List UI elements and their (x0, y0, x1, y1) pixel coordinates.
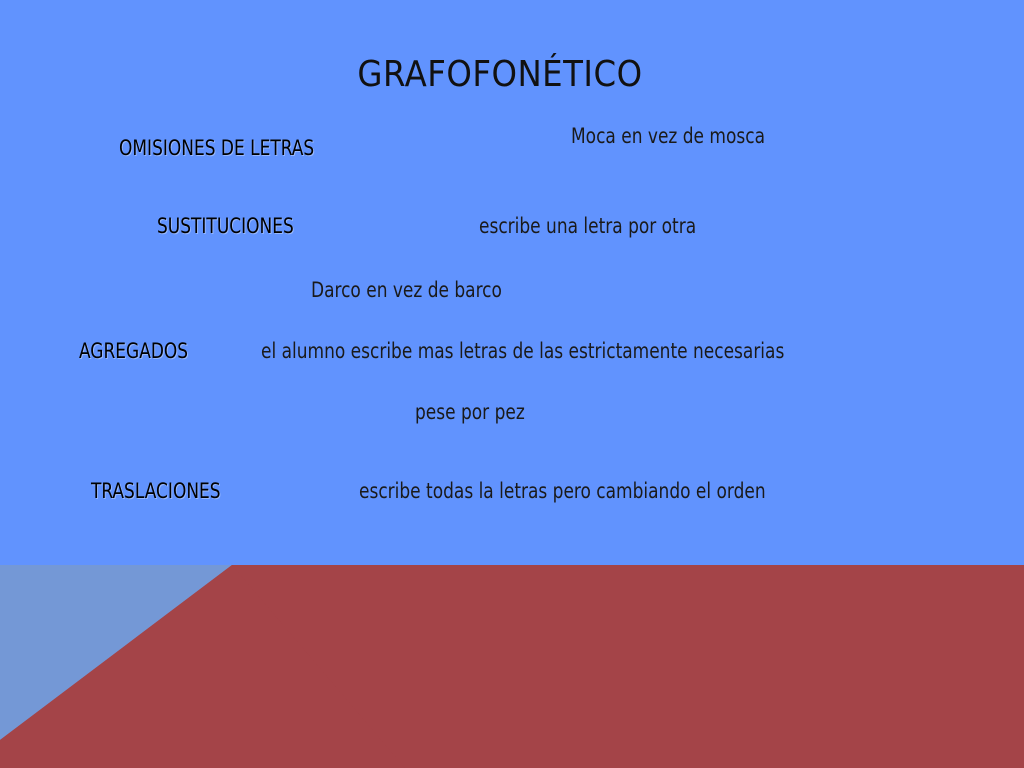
label-agregados: AGREGADOS (79, 339, 189, 363)
example-sustituciones: Darco en vez de barco (311, 278, 502, 302)
description-agregados: el alumno escribe mas letras de las estrictamente necesarias (261, 339, 785, 363)
example-omisiones: Moca en vez de mosca (571, 124, 765, 148)
description-traslaciones: escribe todas la letras pero cambiando el orden (359, 479, 766, 503)
label-sustituciones: SUSTITUCIONES (157, 214, 294, 238)
slide-title: GRAFOFONÉTICO (357, 54, 643, 95)
label-traslaciones: TRASLACIONES (91, 479, 221, 503)
label-omisiones: OMISIONES DE LETRAS (119, 136, 315, 160)
description-sustituciones: escribe una letra por otra (479, 214, 697, 238)
example-agregados: pese por pez (415, 400, 525, 424)
